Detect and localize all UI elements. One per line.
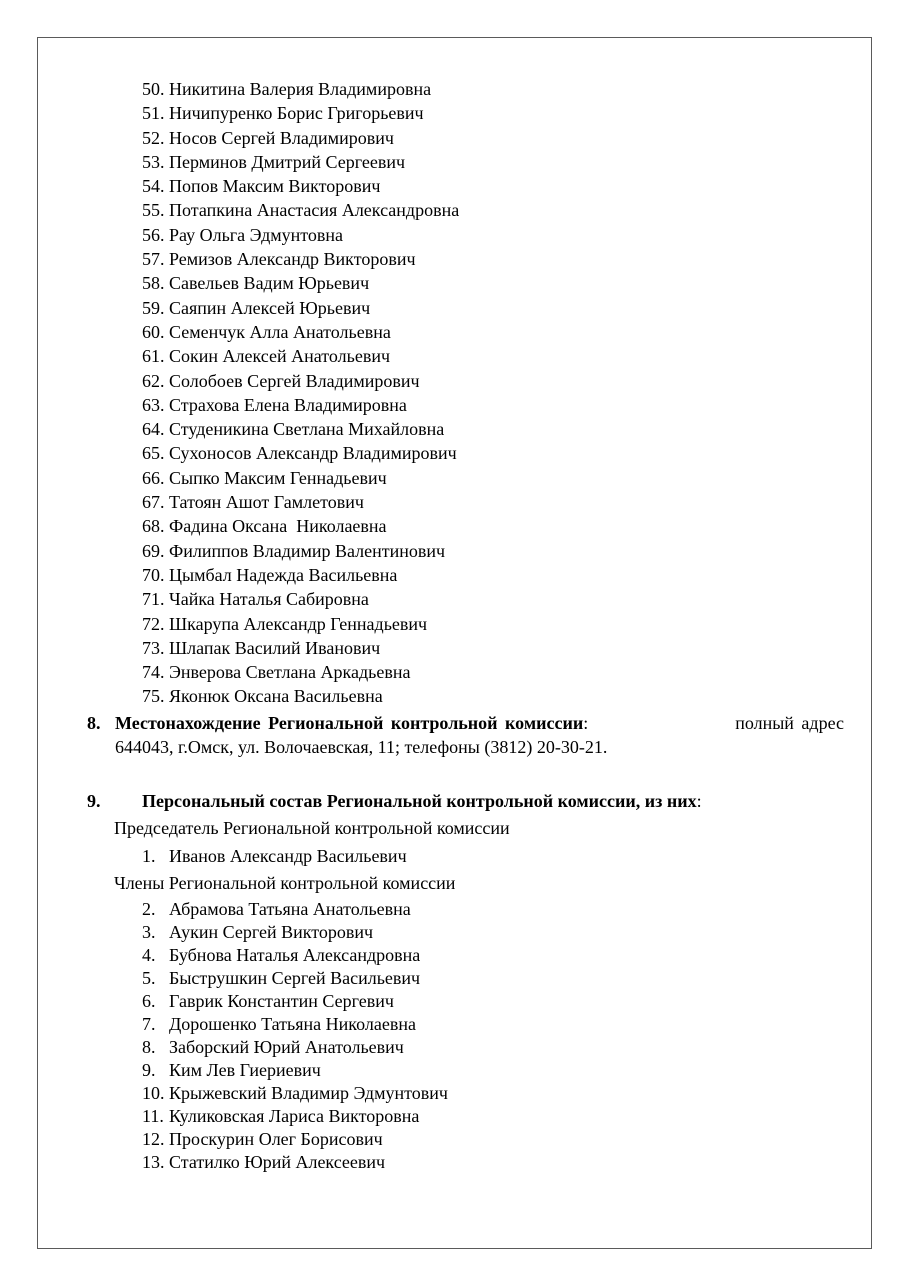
list-item	[142, 1082, 448, 1105]
item-name: Проскурин Олег Борисович	[169, 1129, 383, 1149]
chair-label: Председатель Региональной контрольной комиссии	[114, 818, 510, 838]
item-number: 8.	[142, 1037, 156, 1057]
list-item	[142, 1128, 448, 1151]
item-name: Гаврик Константин Сергевич	[169, 991, 394, 1011]
item-number: 2.	[142, 899, 156, 919]
item-number: 52.	[142, 127, 165, 148]
item-name: Студеникина Светлана Михайловна	[169, 419, 445, 440]
list-item	[142, 587, 459, 611]
item-number: 53.	[142, 151, 165, 172]
item-number: 13.	[142, 1152, 165, 1172]
item-name: Иванов Александр Васильевич	[169, 846, 407, 866]
list-item	[142, 898, 448, 921]
item-number: 7.	[142, 1014, 156, 1034]
item-number: 57.	[142, 249, 165, 270]
item-number: 5.	[142, 968, 156, 988]
list-item	[142, 660, 459, 684]
list-item	[142, 684, 459, 708]
item-name: Яконюк Оксана Васильевна	[169, 686, 383, 707]
list-item	[142, 417, 459, 441]
item-name: Куликовская Лариса Викторовна	[169, 1106, 420, 1126]
item-number: 56.	[142, 224, 165, 245]
section-9-heading	[87, 789, 702, 813]
item-name: Никитина Валерия Владимировна	[169, 79, 432, 99]
item-number: 10.	[142, 1083, 165, 1103]
item-name: Цымбал Надежда Васильевна	[169, 564, 398, 585]
item-number: 61.	[142, 346, 165, 367]
item-number: 6.	[142, 991, 156, 1011]
item-name: Сокин Алексей Анатольевич	[169, 346, 391, 367]
heading-colon: :	[696, 791, 702, 811]
list-item	[142, 369, 459, 393]
item-number: 63.	[142, 394, 165, 415]
item-number: 62.	[142, 370, 165, 391]
list-item	[142, 296, 459, 320]
list-item	[142, 1036, 448, 1059]
list-item	[142, 921, 448, 944]
list-item	[142, 490, 459, 514]
section-8-heading	[87, 711, 588, 735]
item-number: 9.	[142, 1060, 156, 1080]
item-name: Статилко Юрий Алексеевич	[169, 1152, 386, 1172]
list-item	[142, 514, 459, 538]
item-name: Перминов Дмитрий Сергеевич	[169, 151, 406, 172]
item-number: 71.	[142, 589, 165, 610]
members-label: Члены Региональной контрольной комиссии	[114, 873, 456, 893]
section-8-heading-row	[87, 711, 844, 735]
item-number: 11.	[142, 1106, 164, 1126]
section-number: 9.	[87, 791, 101, 811]
list-item	[142, 612, 459, 636]
item-name: Бубнова Наталья Александровна	[169, 945, 421, 965]
list-item	[142, 126, 459, 150]
item-number: 1.	[142, 846, 156, 866]
list-item	[142, 393, 459, 417]
item-number: 50.	[142, 79, 165, 99]
chair-list	[142, 845, 407, 868]
item-name: Страхова Елена Владимировна	[169, 394, 407, 415]
item-name: Попов Максим Викторович	[169, 176, 381, 197]
item-name: Заборский Юрий Анатольевич	[169, 1037, 404, 1057]
list-item	[142, 466, 459, 490]
address-lead: полный адрес	[735, 713, 844, 733]
item-name: Ким Лев Гиериевич	[169, 1060, 321, 1080]
list-item	[142, 1151, 448, 1174]
item-number: 55.	[142, 200, 165, 221]
list-item	[142, 198, 459, 222]
item-name: Шлапак Василий Иванович	[169, 637, 381, 658]
item-name: Сухоносов Александр Владимирович	[169, 443, 457, 464]
item-name: Абрамова Татьяна Анатольевна	[169, 899, 411, 919]
item-name: Татоян Ашот Гамлетович	[169, 492, 364, 513]
list-item	[142, 247, 459, 271]
item-name: Рау Ольга Эдмунтовна	[169, 224, 344, 245]
item-name: Фадина Оксана Николаевна	[169, 516, 387, 537]
item-number: 60.	[142, 321, 165, 342]
list-item	[142, 101, 459, 125]
item-name: Филиппов Владимир Валентинович	[169, 540, 446, 561]
list-item	[142, 223, 459, 247]
section-heading-text: Персональный состав Региональной контрольной комиссии, из них	[142, 791, 697, 811]
item-number: 3.	[142, 922, 156, 942]
list-item	[142, 944, 448, 967]
item-name: Савельев Вадим Юрьевич	[169, 273, 370, 294]
list-item	[142, 1105, 448, 1128]
item-name: Шкарупа Александр Геннадьевич	[169, 613, 428, 634]
members-list	[142, 898, 448, 1174]
list-item	[142, 845, 407, 868]
list-item	[142, 990, 448, 1013]
item-number: 54.	[142, 176, 165, 197]
item-name: Носов Сергей Владимирович	[169, 127, 394, 148]
item-number: 51.	[142, 103, 165, 124]
item-number: 70.	[142, 564, 165, 585]
list-item	[142, 174, 459, 198]
item-name: Крыжевский Владимир Эдмунтович	[169, 1083, 448, 1103]
item-name: Солобоев Сергей Владимирович	[169, 370, 420, 391]
section-heading-text: Местонахождение Региональной контрольной комиссии	[115, 713, 584, 733]
list-item	[142, 539, 459, 563]
item-number: 73.	[142, 637, 165, 658]
item-number: 68.	[142, 516, 165, 537]
list-item	[142, 441, 459, 465]
list-item	[142, 636, 459, 660]
item-number: 75.	[142, 686, 165, 707]
item-number: 66.	[142, 467, 165, 488]
item-name: Быструшкин Сергей Васильевич	[169, 968, 421, 988]
item-name: Сыпко Максим Геннадьевич	[169, 467, 387, 488]
list-item	[142, 271, 459, 295]
list-item	[142, 320, 459, 344]
item-number: 67.	[142, 492, 165, 513]
list-item	[142, 967, 448, 990]
item-name: Ничипуренко Борис Григорьевич	[169, 103, 424, 124]
item-name: Потапкина Анастасия Александровна	[169, 200, 460, 221]
item-number: 58.	[142, 273, 165, 294]
list-item	[142, 563, 459, 587]
address-text: 644043, г.Омск, ул. Волочаевская, 11; телефоны (3812) 20-30-21.	[115, 737, 608, 757]
item-number: 4.	[142, 945, 156, 965]
item-name: Дорошенко Татьяна Николаевна	[169, 1014, 416, 1034]
list-item	[142, 344, 459, 368]
list-item	[142, 150, 459, 174]
item-number: 65.	[142, 443, 165, 464]
list-item	[142, 77, 459, 101]
item-number: 59.	[142, 297, 165, 318]
item-number: 64.	[142, 419, 165, 440]
item-name: Семенчук Алла Анатольевна	[169, 321, 391, 342]
item-number: 12.	[142, 1129, 165, 1149]
item-name: Чайка Наталья Сабировна	[169, 589, 369, 610]
item-name: Саяпин Алексей Юрьевич	[169, 297, 371, 318]
list-item	[142, 1059, 448, 1082]
item-name: Энверова Светлана Аркадьевна	[169, 662, 411, 683]
section-number: 8.	[87, 713, 101, 733]
item-name: Аукин Сергей Викторович	[169, 922, 374, 942]
list-item	[142, 1013, 448, 1036]
item-name: Ремизов Александр Викторович	[169, 249, 416, 270]
item-number: 72.	[142, 613, 165, 634]
continued-member-list	[142, 77, 459, 709]
section-8-location	[87, 711, 844, 759]
item-number: 74.	[142, 662, 165, 683]
heading-colon: :	[583, 713, 589, 733]
item-number: 69.	[142, 540, 165, 561]
